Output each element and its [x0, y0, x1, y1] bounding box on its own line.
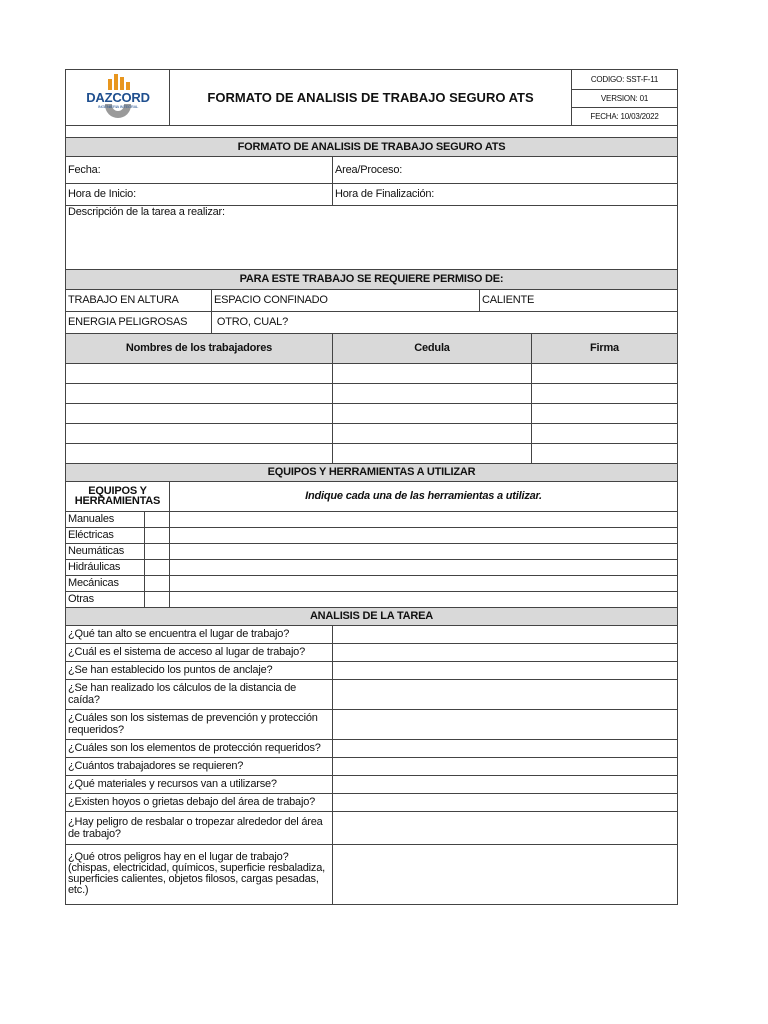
- analisis-row: [66, 679, 678, 709]
- descripcion-field[interactable]: [66, 205, 678, 269]
- equipo-check-cell[interactable]: [145, 527, 170, 543]
- equipo-detail-cell[interactable]: [170, 543, 678, 559]
- equipo-detail-cell[interactable]: [170, 575, 678, 591]
- analisis-question: ¿Cuáles son los sistemas de prevención y protección requeridos?: [66, 709, 333, 739]
- col-header-cedula: Cedula: [333, 333, 532, 363]
- equipos-col-header-line2: HERRAMIENTAS: [74, 495, 161, 507]
- hora-fin-label: Hora de Finalización:: [335, 188, 435, 200]
- equipo-check-cell[interactable]: [145, 543, 170, 559]
- equipo-row: [66, 575, 678, 591]
- worker-firma-cell[interactable]: [532, 383, 678, 403]
- worker-row: [66, 383, 678, 403]
- company-logo: [66, 70, 170, 126]
- analisis-question: ¿Existen hoyos o grietas debajo del área de trabajo?: [66, 793, 333, 811]
- area-field[interactable]: [333, 156, 678, 183]
- permiso-caliente[interactable]: CALIENTE: [480, 289, 678, 311]
- analisis-question: ¿Qué otros peligros hay en el lugar de trabajo? (chispas, electricidad, químicos, superficie resbaladiza, superficies calientes, objetos filosos, cargas pesadas, etc.): [66, 844, 333, 904]
- equipo-detail-cell[interactable]: [170, 527, 678, 543]
- fecha-label: Fecha:: [68, 163, 101, 176]
- analisis-row: [66, 739, 678, 757]
- hora-inicio-label: Hora de Inicio:: [68, 188, 136, 200]
- hora-inicio-field[interactable]: [66, 183, 333, 205]
- analisis-answer-cell[interactable]: [333, 643, 678, 661]
- fecha-field[interactable]: [66, 156, 333, 183]
- equipo-check-cell[interactable]: [145, 511, 170, 527]
- doc-version: VERSION: 01: [572, 90, 678, 108]
- worker-cedula-cell[interactable]: [333, 403, 532, 423]
- worker-name-cell[interactable]: [66, 443, 333, 463]
- worker-firma-cell[interactable]: [532, 423, 678, 443]
- form-header: [65, 69, 678, 126]
- analisis-row: [66, 775, 678, 793]
- analisis-answer-cell[interactable]: [333, 793, 678, 811]
- equipos-title: EQUIPOS Y HERRAMIENTAS A UTILIZAR: [66, 463, 678, 481]
- permiso-otro[interactable]: [212, 311, 678, 333]
- worker-name-cell[interactable]: [66, 403, 333, 423]
- section-title-ats: FORMATO DE ANALISIS DE TRABAJO SEGURO ATS: [66, 137, 678, 156]
- equipo-check-cell[interactable]: [145, 575, 170, 591]
- analisis-answer-cell[interactable]: [333, 757, 678, 775]
- logo-text: DAZCORD: [85, 90, 150, 105]
- worker-row: [66, 443, 678, 463]
- area-label: Area/Proceso:: [335, 163, 403, 176]
- analisis-answer-cell[interactable]: [333, 679, 678, 709]
- worker-firma-cell[interactable]: [532, 363, 678, 383]
- analisis-question: ¿Qué materiales y recursos van a utilizarse?: [66, 775, 333, 793]
- analisis-question: ¿Cuáles son los elementos de protección requeridos?: [66, 739, 333, 757]
- form-body: [65, 126, 678, 905]
- analisis-answer-cell[interactable]: [333, 709, 678, 739]
- equipo-detail-cell[interactable]: [170, 591, 678, 607]
- analisis-row: [66, 625, 678, 643]
- worker-cedula-cell[interactable]: [333, 363, 532, 383]
- col-header-nombres: Nombres de los trabajadores: [66, 333, 333, 363]
- analisis-answer-cell[interactable]: [333, 811, 678, 844]
- permiso-espacio-confinado[interactable]: ESPACIO CONFINADO: [212, 289, 480, 311]
- equipo-type-label: Otras: [66, 591, 145, 607]
- analisis-question: ¿Se han realizado los cálculos de la distancia de caída?: [66, 679, 333, 709]
- worker-cedula-cell[interactable]: [333, 383, 532, 403]
- logo-subtext: INGENIERIA INTEGRAL: [97, 104, 138, 109]
- equipo-row: [66, 527, 678, 543]
- analisis-row: [66, 793, 678, 811]
- analisis-answer-cell[interactable]: [333, 739, 678, 757]
- analisis-row: [66, 643, 678, 661]
- equipo-row: [66, 559, 678, 575]
- analisis-question: ¿Cuántos trabajadores se requieren?: [66, 757, 333, 775]
- worker-name-cell[interactable]: [66, 423, 333, 443]
- permisos-title: PARA ESTE TRABAJO SE REQUIERE PERMISO DE:: [66, 269, 678, 289]
- equipo-row: [66, 543, 678, 559]
- worker-firma-cell[interactable]: [532, 403, 678, 423]
- logo-graphic: [78, 71, 158, 121]
- worker-cedula-cell[interactable]: [333, 423, 532, 443]
- equipos-col-header-line1: EQUIPOS Y: [88, 485, 147, 497]
- worker-row: [66, 403, 678, 423]
- worker-cedula-cell[interactable]: [333, 443, 532, 463]
- ats-form: [65, 69, 677, 905]
- worker-row: [66, 363, 678, 383]
- analisis-title: ANALISIS DE LA TAREA: [66, 607, 678, 625]
- doc-date: FECHA: 10/03/2022: [572, 108, 678, 126]
- worker-name-cell[interactable]: [66, 383, 333, 403]
- descripcion-label: Descripción de la tarea a realizar:: [68, 205, 225, 218]
- form-title: FORMATO DE ANALISIS DE TRABAJO SEGURO ATS: [170, 70, 572, 126]
- worker-firma-cell[interactable]: [532, 443, 678, 463]
- analisis-row: [66, 844, 678, 904]
- permiso-otro-label: OTRO, CUAL?: [216, 316, 289, 328]
- equipo-type-label: Eléctricas: [66, 527, 145, 543]
- analisis-answer-cell[interactable]: [333, 844, 678, 904]
- worker-name-cell[interactable]: [66, 363, 333, 383]
- worker-row: [66, 423, 678, 443]
- hora-fin-field[interactable]: [333, 183, 678, 205]
- analisis-question: ¿Se han establecido los puntos de anclaje?: [66, 661, 333, 679]
- equipo-type-label: Manuales: [66, 511, 145, 527]
- analisis-answer-cell[interactable]: [333, 625, 678, 643]
- equipos-instruction: Indique cada una de las herramientas a utilizar.: [170, 481, 678, 511]
- equipo-row: [66, 591, 678, 607]
- equipo-type-label: Mecánicas: [66, 575, 145, 591]
- equipo-check-cell[interactable]: [145, 559, 170, 575]
- analisis-row: [66, 757, 678, 775]
- equipos-col-header: [66, 481, 170, 511]
- analisis-question: ¿Hay peligro de resbalar o tropezar alrededor del área de trabajo?: [66, 811, 333, 844]
- analisis-row: [66, 811, 678, 844]
- analisis-question: ¿Cuál es el sistema de acceso al lugar de trabajo?: [66, 643, 333, 661]
- permiso-energia[interactable]: ENERGIA PELIGROSAS: [66, 311, 212, 333]
- equipo-detail-cell[interactable]: [170, 511, 678, 527]
- col-header-firma: Firma: [532, 333, 678, 363]
- equipo-detail-cell[interactable]: [170, 559, 678, 575]
- equipo-check-cell[interactable]: [145, 591, 170, 607]
- equipo-row: [66, 511, 678, 527]
- doc-code: CODIGO: SST-F-11: [572, 70, 678, 90]
- equipo-type-label: Neumáticas: [66, 543, 145, 559]
- equipo-type-label: Hidráulicas: [66, 559, 145, 575]
- analisis-question: ¿Qué tan alto se encuentra el lugar de trabajo?: [66, 625, 333, 643]
- permiso-altura[interactable]: TRABAJO EN ALTURA: [66, 289, 212, 311]
- analisis-row: [66, 709, 678, 739]
- analisis-answer-cell[interactable]: [333, 661, 678, 679]
- analisis-answer-cell[interactable]: [333, 775, 678, 793]
- analisis-row: [66, 661, 678, 679]
